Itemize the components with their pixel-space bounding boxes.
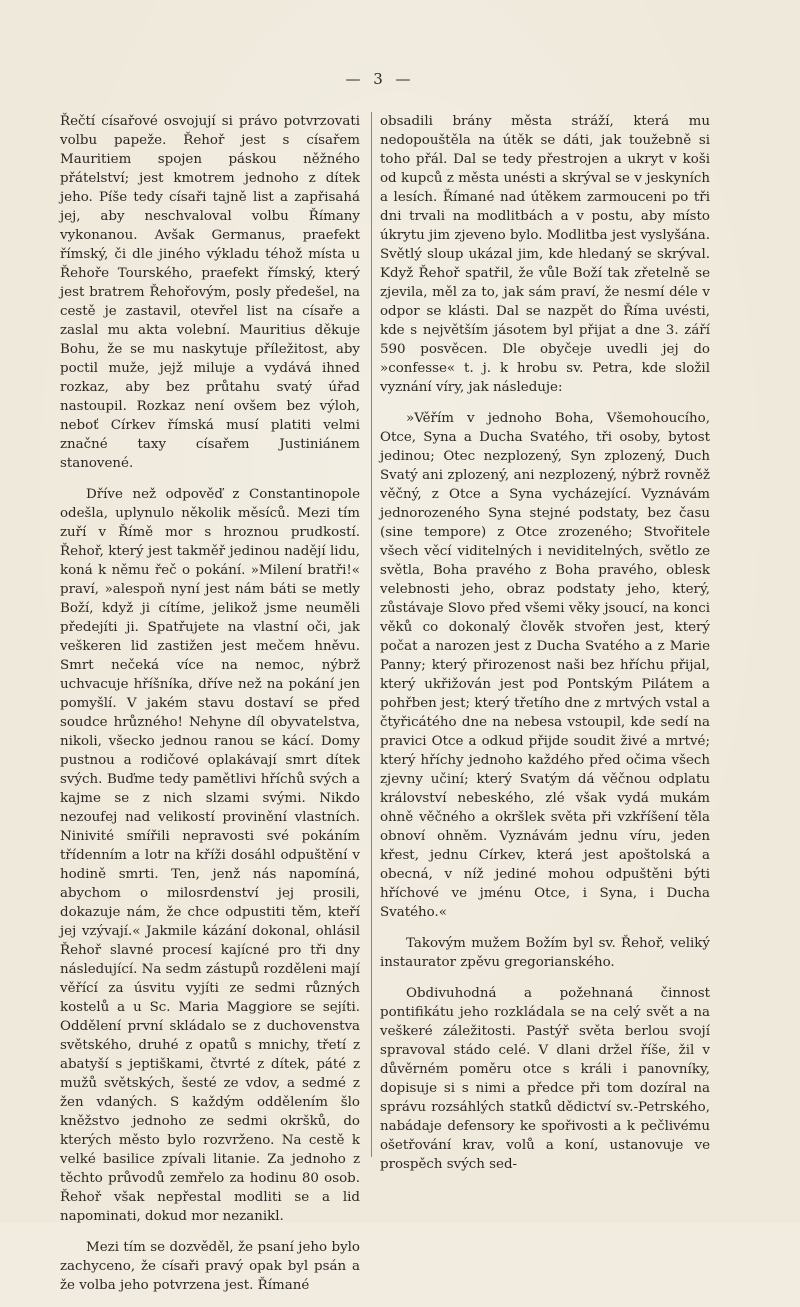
left-column [60,112,360,1307]
paragraph: Dříve než odpověď z Constantinopole odešla, uplynulo několik měsíců. Mezi tím zuří v Římě mor s hroznou prudkostí. Řehoř, který jest takměř jedinou nadějí lidu, koná k němu řeč o pokání. »Milení bratři!« praví, »alespoň nyní jest nám báti se metly Boží, když ji cítíme, jelikož jsme neuměli předejíti ji. Spatřujete na vlastní oči, jak veškeren lid zastižen jest mečem hněvu. Smrt nečeká více na nemoc, nýbrž uchvacuje hříšníka, dříve než na pokání jen pomyšlí. V jakém stavu dostaví se před soudce hrůzného! Nehyne díl obyvatelstva, nikoli, všecko jednou ranou se kácí. Domy pustnou a rodičové oplakávají smrt dítek svých. Buďme tedy pamětlivi hříchů svých a kajme se z nich slzami svými. Nikdo nezoufej nad velikostí provinění vlastních. Ninivité smířili nepravosti své pokáním třídenním a lotr na kříži dosáhl odpuštění v hodině smrti. Ten, jenž nás napomíná, abychom o milosrdenství jej prosili, dokazuje nám, že chce odpustiti těm, kteří jej vzývají.« Jakmile kázání dokonal, ohlásil Řehoř slavné procesí kajícné pro tři dny následující. Na sedm zástupů rozděleni mají věřící za úsvitu vyjíti ze sedmi různých kostelů a u Sc. Maria Maggiore se sejíti. Oddělení první skládalo se z duchovenstva světského, druhé z opatů s mnichy, třetí z abatyší s jeptiškami, čtvrté z dítek, páté z mužů světských, šesté ze vdov, a sedmé z žen vdaných. S každým oddělením šlo kněžstvo jednoho ze sedmi okršků, do kterých město bylo rozvrženo. Na cestě k velké basilice zpívali litanie. Za jednoho z těchto průvodů zemřelo za hodinu 80 osob. Řehoř však nepřestal modliti se a lid napominati, dokud mor nezanikl. [60,487,360,1224]
page-number: — 3 — [345,70,415,88]
paragraph: »Věřím v jednoho Boha, Všemohoucího, Otce, Syna a Ducha Svatého, tři osoby, bytost jedinou; Otec nezplozený, Syn zplozený, Duch Svatý ani zplozený, ani nezplozený, nýbrž rovněž věčný, z Otce a Syna vycházející. Vyznávám jednorozeného Syna stejné podstaty, bez času (sine tempore) z Otce zrozeného; Stvořitele všech věcí viditelných i neviditelných, světlo ze světla, Boha pravého z Boha pravého, oblesk velebnosti jeho, obraz podstaty jeho, který, zůstávaje Slovo před všemi věky jsoucí, na konci věků co dokonalý člověk stvořen jest, který počat a narozen jest z Ducha Svatého a z Marie Panny; který přirozenost naši bez hříchu přijal, který ukřižován jest pod Pontským Pilátem a pohřben jest; který třetího dne z mrtvých vstal a čtyřicátého dne na nebesa vstoupil, kde sedí na pravici Otce a odkud přijde soudit živé a mrtvé; který hříchy jednoho každého před očima všech zjevny učiní; který Svatým dá věčnou odplatu království nebeského, zlé však vydá mukám ohně věčného a okršlek světa při vzkříšení těla obnoví ohněm. Vyznávám jednu víru, jeden křest, jednu Církev, která jest apoštolská a obecná, v níž jediné mohou odpuštěni býti hříchové ve jménu Otce, i Syna, i Ducha Svatého.« [380,411,710,920]
paragraph: Obdivuhodná a požehnaná činnost pontifikátu jeho rozkládala se na celý svět a na veškeré záležitosti. Pastýř světa berlou svojí spravoval stádo celé. V dlani držel říše, žil v důvěrném poměru otce s králi i panovníky, dopisuje si s nimi a předce při tom dozíral na správu rozsáhlých statků dědictví sv.-Petrského, nabádaje defensory ke spořivosti a k pečlivému ošetřování krav, volů a koní, ustanovuje ve prospěch svých sed- [380,986,710,1172]
paragraph: obsadili brány města stráží, která mu nedopouštěla na útěk se dáti, jak toužebně si toho přál. Dal se tedy přestrojen a ukryt v koši od kupců z města unésti a skrýval se v jeskyních a lesích. Římané nad útěkem zarmouceni po tři dni trvali na modlitbách a v postu, aby místo úkrytu jim zjeveno bylo. Modlitba jest vyslyšána. Světlý sloup ukázal jim, kde hledaný se skrýval. Když Řehoř spatřil, že vůle Boží tak zřetelně se zjevila, měl za to, jak sám praví, že nesmí déle v odpor se klásti. Dal se nazpět do Říma uvésti, kde s největším jásotem byl přijat a dne 3. září 590 posvěcen. Dle obyčeje uvedli jej do »confesse« t. j. k hrobu sv. Petra, kde složil vyznání víry, jak následuje: [380,114,710,395]
paragraph: Řečtí císařové osvojují si právo potvrzovati volbu papeže. Řehoř jest s císařem Mauritiem spojen páskou něžného přátelství; jest kmotrem jednoho z dítek jeho. Píše tedy císaři tajně list a zapřisahá jej, aby neschvaloval volbu Římany vykonanou. Avšak Germanus, praefekt římský, či dle jiného výkladu téhož místa u Řehoře Tourského, praefekt římský, který jest bratrem Řehořovým, posly předešel, na cestě je zastavil, otevřel list na císaře a zaslal mu akta volební. Mauritius děkuje Bohu, že se mu naskytuje příležitost, aby poctil muže, jejž miluje a vydává ihned rozkaz, aby bez průtahu svatý úřad nastoupil. Rozkaz není ovšem bez výloh, neboť Církev římská musí platiti velmi značné taxy císařem Justiniánem stanovené. [60,114,360,471]
paragraph: Mezi tím se dozvěděl, že psaní jeho bylo zachyceno, že císaři pravý opak byl psán a že volba jeho potvrzena jest. Římané [60,1240,360,1293]
right-column [380,112,710,1186]
column-divider [371,112,372,1157]
paragraph: Takovým mužem Božím byl sv. Řehoř, veliký instaurator zpěvu gregorianského. [380,936,710,970]
